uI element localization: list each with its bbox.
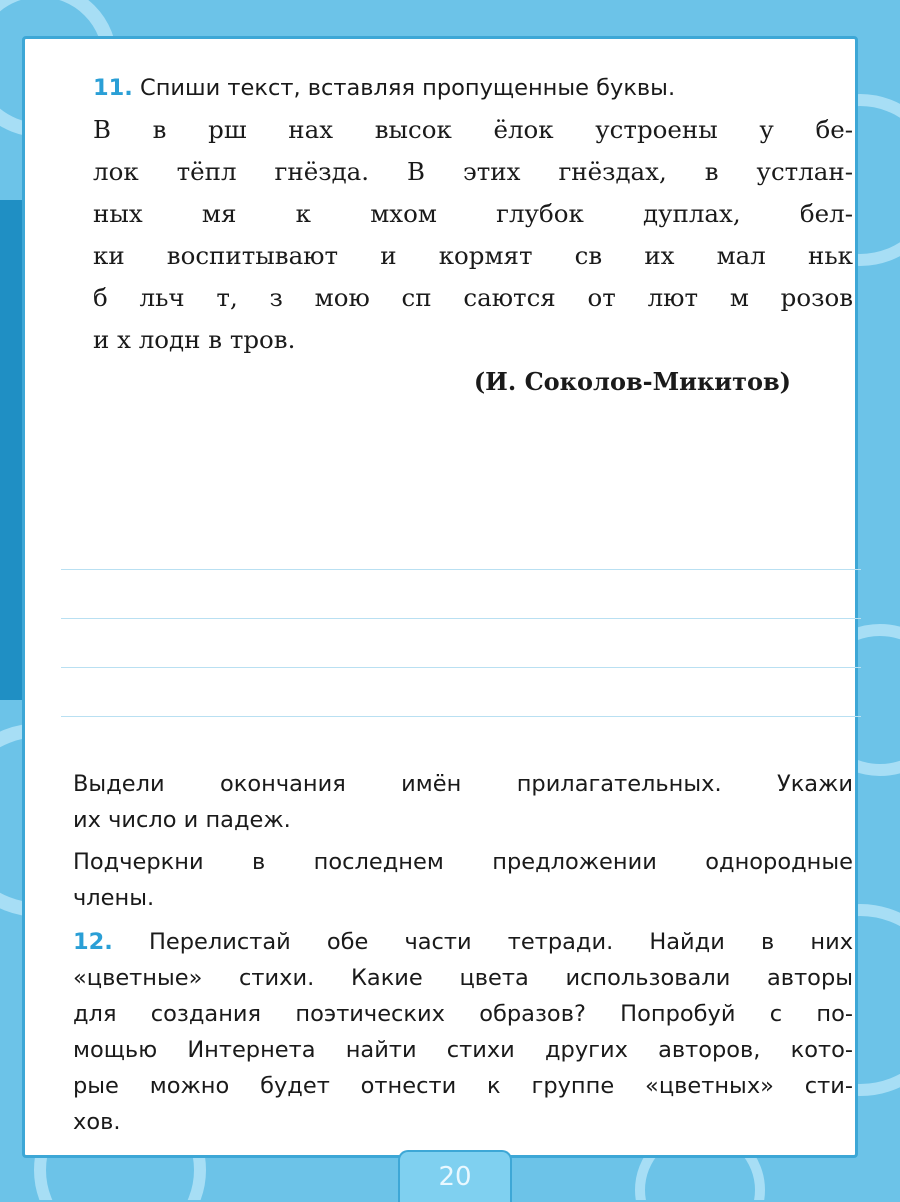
text-line-5: б льч т, з мою сп саются от лют м розов (93, 283, 853, 312)
task-12-line-5: рые можно будет отнести к группе «цветных» сти- (73, 1073, 853, 1099)
text-line-4: ки воспитывают и кормят св их мал ньк (93, 241, 853, 270)
task-12-line-2: «цветные» стихи. Какие цвета использовали авторы (73, 965, 853, 991)
task-11-number: 11. (93, 75, 133, 101)
text-author: (И. Соколов-Микитов) (473, 367, 791, 396)
task-11-heading (93, 75, 853, 101)
text-line-6: и х лодн в тров. (93, 325, 296, 354)
task-line-3: Подчеркни в последнем предложении однородные (73, 849, 853, 875)
task-12-line-6: хов. (73, 1109, 121, 1135)
task-11-instruction: Спиши текст, вставляя пропущенные буквы. (140, 75, 676, 101)
page-number: 20 (398, 1150, 512, 1202)
task-line-2: их число и падеж. (73, 807, 291, 833)
task-line-4: члены. (73, 885, 155, 911)
bleed-through-lines (61, 569, 861, 765)
task-line-1: Выдели окончания имён прилагательных. Укажи (73, 771, 853, 797)
text-line-2: лок тёпл гнёзда. В этих гнёздах, в устлан- (93, 157, 853, 186)
task-12-line-1 (73, 929, 853, 955)
task-12-line-4: мощью Интернета найти стихи других авторов, кото- (73, 1037, 853, 1063)
task-12-line-1-text: Перелистай обе части тетради. Найди в них (148, 929, 854, 955)
task-12-number: 12. (73, 929, 113, 955)
page-panel (22, 36, 858, 1158)
task-12-line-3: для создания поэтических образов? Попробуй с по- (73, 1001, 853, 1027)
text-line-3: ных мя к мхом глубок дуплах, бел- (93, 199, 853, 228)
text-line-1: В в рш нах высок ёлок устроены у бе- (93, 115, 853, 144)
